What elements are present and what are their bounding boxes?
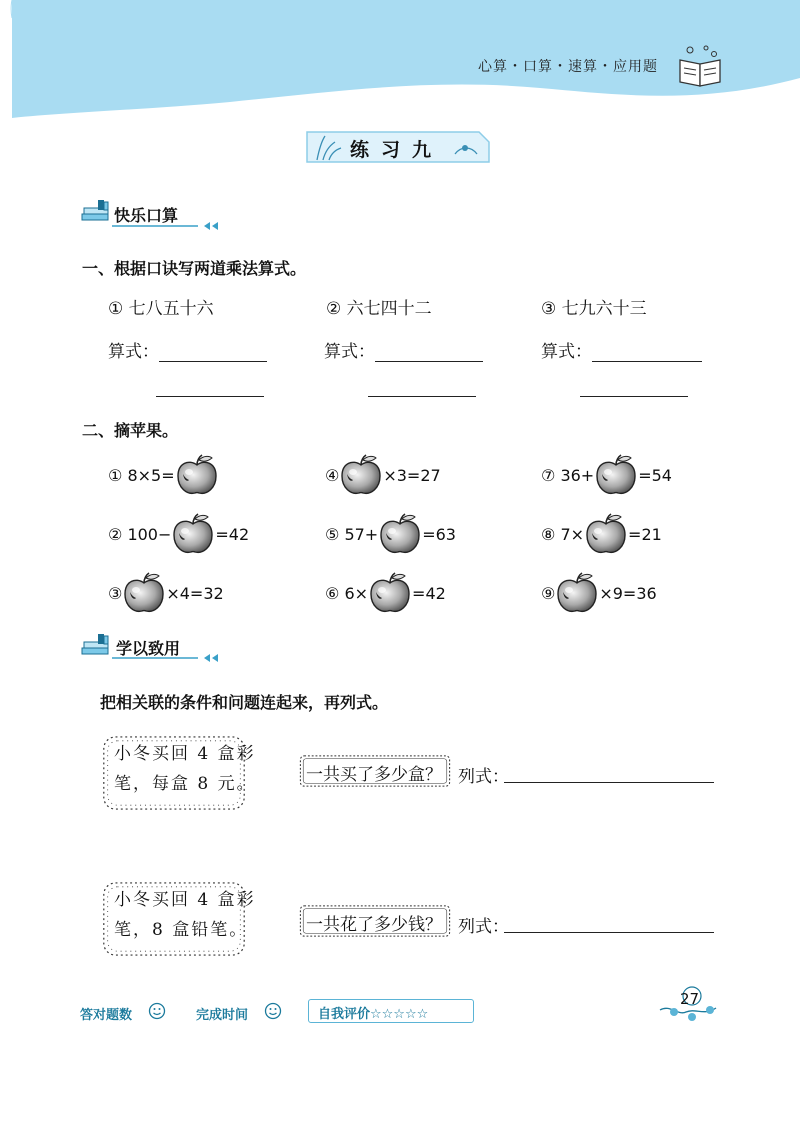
mnemonic-3: ③ 七九六十三 [541,299,647,319]
smiley-icon [148,1002,166,1020]
question-1-title: 一、根据口诀写两道乘法算式。 [82,259,307,278]
formula-label-q3-1: 列式： [458,767,509,787]
book-icon [676,40,726,90]
condition-1-line1: 小冬买回 4 盒彩 [114,744,256,764]
books-icon [80,632,114,660]
correct-count-label: 答对题数 [80,1008,133,1023]
apple-item-1-num: ① [108,465,123,485]
apple-item-5-before: 57+ [344,524,379,544]
answer-line-1b[interactable] [156,378,264,397]
apple-item-2-after: =42 [215,524,250,544]
condition-2-line1: 小冬买回 4 盒彩 [114,890,256,910]
apple-item-7-after: =54 [638,465,672,485]
apple-item-2-num: ② [108,524,123,544]
formula-label-3: 算式： [541,342,592,362]
smiley-icon [264,1002,282,1020]
answer-line-q3-2[interactable] [504,914,714,933]
apple-item-6-num: ⑥ [325,583,340,603]
apple-icon[interactable] [122,572,166,614]
apple-icon[interactable] [594,454,638,496]
apple-icon[interactable] [171,513,215,555]
apple-item-8-num: ⑧ [541,524,556,544]
apple-icon[interactable] [339,454,383,496]
apple-item-1-before: 8×5= [127,465,175,485]
formula-label-1: 算式： [108,342,159,362]
apple-item-6-before: 6× [344,583,369,603]
answer-line-3a[interactable] [592,343,702,362]
page-title: 练习九 [350,139,444,161]
answer-line-3b[interactable] [580,378,688,397]
apple-icon[interactable] [555,572,599,614]
apple-item-8-before: 7× [560,524,585,544]
answer-line-2b[interactable] [368,378,476,397]
apple-icon[interactable] [378,513,422,555]
apple-icon[interactable] [175,454,219,496]
page-number: 27 [680,990,700,1008]
formula-label-2: 算式： [324,342,375,362]
condition-box-1[interactable] [114,739,256,799]
answer-line-q3-1[interactable] [504,764,714,783]
section-underline [112,222,220,232]
apple-item-7-before: 36+ [560,465,595,485]
apple-item-4-after: ×3=27 [383,465,441,485]
apple-icon[interactable] [368,572,412,614]
apple-item-9-after: ×9=36 [599,583,657,603]
apple-item-3-after: ×4=32 [166,583,224,603]
question-box-1[interactable]: 一共买了多少盒？ [306,765,442,785]
condition-box-2[interactable] [114,885,256,945]
apple-item-5-after: =63 [422,524,456,544]
apple-item-8-after: =21 [628,524,662,544]
section-heading-happy-oral: 快乐口算 [114,206,179,225]
completion-time-label: 完成时间 [196,1008,249,1023]
books-icon [80,198,114,226]
apple-icon[interactable] [584,513,628,555]
apple-item-4-num: ④ [325,465,340,485]
header-tagline: 心算・口算・速算・应用题 [478,59,658,75]
section-heading-apply: 学以致用 [116,639,181,658]
self-evaluation-label: 自我评价☆☆☆☆☆ [318,1007,429,1022]
question-2-title: 二、摘苹果。 [82,421,179,440]
formula-label-q3-2: 列式： [458,917,509,937]
apple-item-9-num: ⑨ [541,583,556,603]
mnemonic-1: ① 七八五十六 [108,299,214,319]
answer-line-2a[interactable] [375,343,483,362]
apple-item-5-num: ⑤ [325,524,340,544]
apple-item-6-after: =42 [412,583,446,603]
apple-item-7-num: ⑦ [541,465,556,485]
answer-line-1a[interactable] [159,343,267,362]
apple-item-3-num: ③ [108,583,123,603]
section-underline [112,654,220,664]
apple-item-2-before: 100− [127,524,172,544]
mnemonic-2: ② 六七四十二 [326,299,432,319]
condition-2-line2: 笔，8 盒铅笔。 [114,920,249,940]
condition-1-line2: 笔，每盒 8 元。 [114,774,256,794]
question-box-2[interactable]: 一共花了多少钱？ [306,915,442,935]
question-3-instruction: 把相关联的条件和问题连起来，再列式。 [100,693,389,712]
